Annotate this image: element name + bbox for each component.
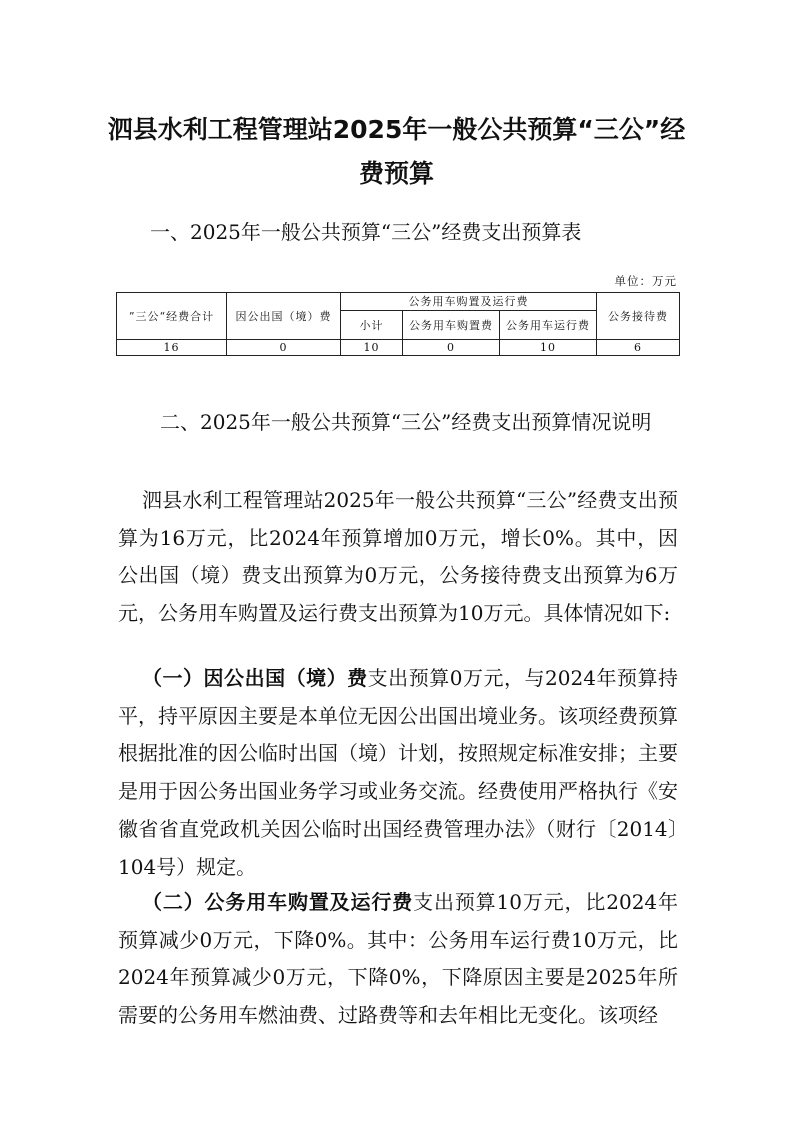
header-vehicle-group: 公务用车购置及运行费	[341, 293, 597, 311]
table-row	[117, 340, 680, 356]
header-total: ”三公“经费合计	[117, 293, 227, 340]
header-subtotal: 小计	[341, 311, 403, 340]
paragraph-abroad-heading: （一）因公出国（境）费	[142, 666, 368, 690]
paragraph-abroad	[118, 660, 678, 886]
paragraph-summary-text: 泗县水利工程管理站2025年一般公共预算“三公”经费支出预算为16万元，比2024年预算增加0万元，增长0%。其中，因公出国（境）费支出预算为0万元，公务接待费支出预算为6万元，公务用车购置及运行费支出预算为10万元。具体情况如下:	[118, 488, 678, 626]
header-abroad: 因公出国（境）费	[227, 293, 341, 340]
value-total: 16	[117, 340, 227, 356]
paragraph-vehicle	[118, 884, 678, 1035]
header-vehicle-operation: 公务用车运行费	[500, 311, 597, 340]
value-abroad: 0	[227, 340, 341, 356]
header-vehicle-purchase: 公务用车购置费	[403, 311, 500, 340]
header-reception: 公务接待费	[597, 293, 680, 340]
table-header-row	[117, 293, 680, 311]
paragraph-vehicle-text: 支出预算10万元，比2024年预算减少0万元，下降0%。其中：公务用车运行费10万元，比2024年预算减少0万元，下降0%，下降原因主要是2025年所需要的公务用车燃油费、过路费等和去年相比无变化。该项经	[118, 890, 678, 1028]
unit-label: 单位：万元	[614, 274, 677, 288]
section1-heading: 一、2025年一般公共预算“三公”经费支出预算表	[150, 220, 582, 244]
section2-heading-text: 二、2025年一般公共预算“三公”经费支出预算情况说明	[160, 410, 652, 434]
section2-heading	[118, 402, 678, 442]
value-vehicle-purchase: 0	[403, 340, 500, 356]
value-reception: 6	[597, 340, 680, 356]
paragraph-vehicle-heading: （二）公务用车购置及运行费	[142, 890, 414, 914]
value-vehicle-operation: 10	[500, 340, 597, 356]
paragraph-summary	[118, 482, 678, 633]
paragraph-abroad-text: 支出预算0万元，与2024年预算持平，持平原因主要是本单位无因公出国出境业务。该项经费预算根据批准的因公临时出国（境）计划，按照规定标准安排；主要是用于因公务出国业务学习或业务交流。经费使用严格执行《安徽省省直党政机关因公临时出国经费管理办法》（财行〔2014〕104号）规定。	[118, 666, 678, 879]
value-subtotal: 10	[341, 340, 403, 356]
page-title: 泗县水利工程管理站2025年一般公共预算“三公”经费预算	[107, 115, 686, 188]
budget-table	[116, 292, 680, 356]
